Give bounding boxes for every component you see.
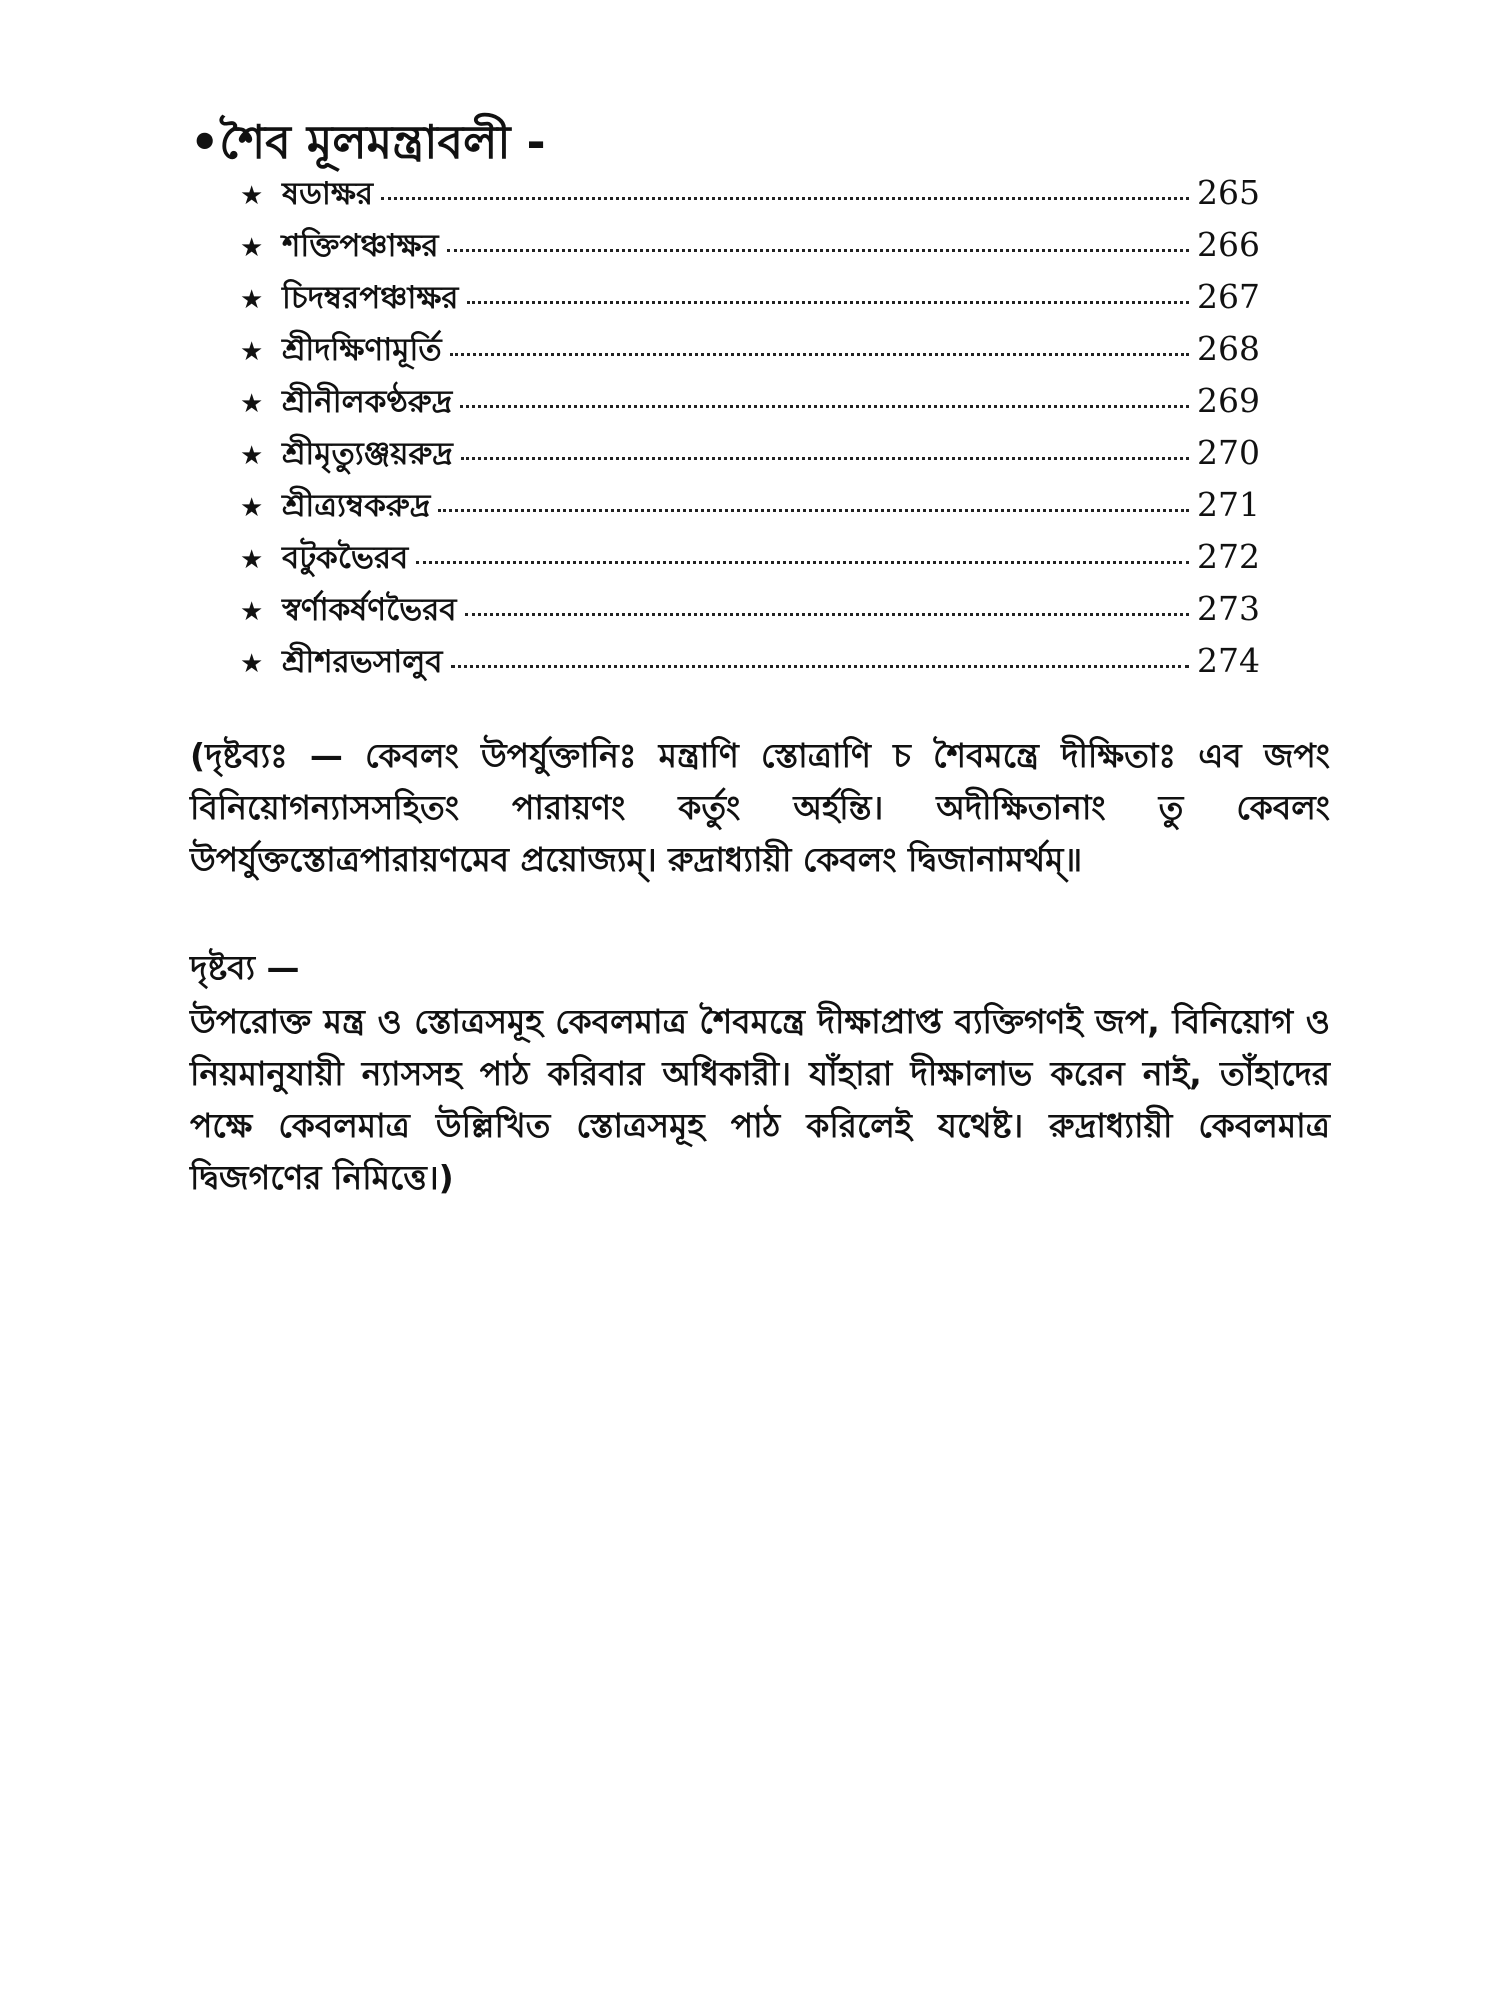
toc-item <box>240 534 1260 586</box>
toc-item-label: বটুকভৈরব <box>282 540 409 576</box>
star-icon: ★ <box>240 233 264 263</box>
toc-item <box>240 274 1260 326</box>
toc-item-page-number: 268 <box>1197 329 1260 368</box>
dot-leader <box>460 405 1189 408</box>
dot-leader <box>465 613 1189 616</box>
toc-item-page-number: 274 <box>1197 641 1260 680</box>
dot-leader <box>381 197 1189 200</box>
dot-leader <box>467 301 1190 304</box>
dot-leader <box>416 561 1189 564</box>
toc-item-page-number: 267 <box>1197 277 1260 316</box>
star-icon: ★ <box>240 597 264 627</box>
toc-item-label: শ্রীত্র্যম্বকরুদ্র <box>282 488 431 524</box>
bengali-note-paragraph: উপরোক্ত মন্ত্র ও স্তোত্রসমূহ কেবলমাত্র শৈবমন্ত্রে দীক্ষাপ্রাপ্ত ব্যক্তিগণই জপ, বিনিয়োগ ও নিয়মানুযায়ী ন্যাসসহ পাঠ করিবার অধিকারী। যাঁহারা দীক্ষালাভ করেন নাই, তাঁহাদের পক্ষে কেবলমাত্র উল্লিখিত স্তোত্রসমূহ পাঠ করিলেই যথেষ্ট। রুদ্রাধ্যায়ী কেবলমাত্র দ্বিজগণের নিমিত্তে।) <box>190 1002 1330 1197</box>
toc-item-label: শ্রীনীলকণ্ঠরুদ্র <box>282 384 453 420</box>
table-of-contents <box>240 170 1260 690</box>
toc-item-label: ষডাক্ষর <box>282 176 374 212</box>
toc-item-label: চিদম্বরপঞ্চাক্ষর <box>282 280 459 316</box>
dot-leader <box>450 353 1189 356</box>
toc-item-page-number: 269 <box>1197 381 1260 420</box>
sanskrit-note-paragraph: (দৃষ্টব্যঃ — কেবলং উপর্যুক্তানিঃ মন্ত্রাণি স্তোত্রাণি চ শৈবমন্ত্রে দীক্ষিতাঃ এব জপং বিনিয়োগন্যাসসহিতং পারায়ণং কর্তুং অর্হন্তি। অদীক্ষিতানাং তু কেবলং উপর্যুক্তস্তোত্রপারায়ণমেব প্রয়োজ্যম্। রুদ্রাধ্যায়ী কেবলং দ্বিজানামর্থম্॥ <box>190 736 1330 879</box>
toc-item-label: শ্রীদক্ষিণামূর্তি <box>282 332 442 368</box>
toc-item <box>240 326 1260 378</box>
toc-item <box>240 430 1260 482</box>
toc-item <box>240 638 1260 690</box>
toc-item-label: শ্রীশরভসালুব <box>282 644 443 680</box>
toc-item-page-number: 271 <box>1197 485 1260 524</box>
toc-item-page-number: 270 <box>1197 433 1260 472</box>
star-icon: ★ <box>240 389 264 419</box>
star-icon: ★ <box>240 285 264 315</box>
toc-item <box>240 170 1260 222</box>
toc-item-label: শক্তিপঞ্চাক্ষর <box>282 228 439 264</box>
section-heading: •শৈব মূলমন্ত্রাবলী - <box>190 115 546 169</box>
toc-item-label: স্বর্ণাকর্ষণভৈরব <box>282 592 457 628</box>
star-icon: ★ <box>240 441 264 471</box>
note-title: দৃষ্টব্য — <box>190 948 300 987</box>
toc-item <box>240 222 1260 274</box>
star-icon: ★ <box>240 181 264 211</box>
toc-item-page-number: 265 <box>1197 173 1260 212</box>
dot-leader <box>447 249 1189 252</box>
toc-item <box>240 482 1260 534</box>
star-icon: ★ <box>240 545 264 575</box>
star-icon: ★ <box>240 493 264 523</box>
toc-item <box>240 586 1260 638</box>
dot-leader <box>438 509 1189 512</box>
dot-leader <box>461 457 1189 460</box>
toc-item-page-number: 272 <box>1197 537 1260 576</box>
star-icon: ★ <box>240 649 264 679</box>
toc-item-page-number: 273 <box>1197 589 1260 628</box>
star-icon: ★ <box>240 337 264 367</box>
dot-leader <box>451 665 1189 668</box>
toc-item <box>240 378 1260 430</box>
toc-item-label: শ্রীমৃত্যুঞ্জয়রুদ্র <box>282 436 453 472</box>
toc-item-page-number: 266 <box>1197 225 1260 264</box>
